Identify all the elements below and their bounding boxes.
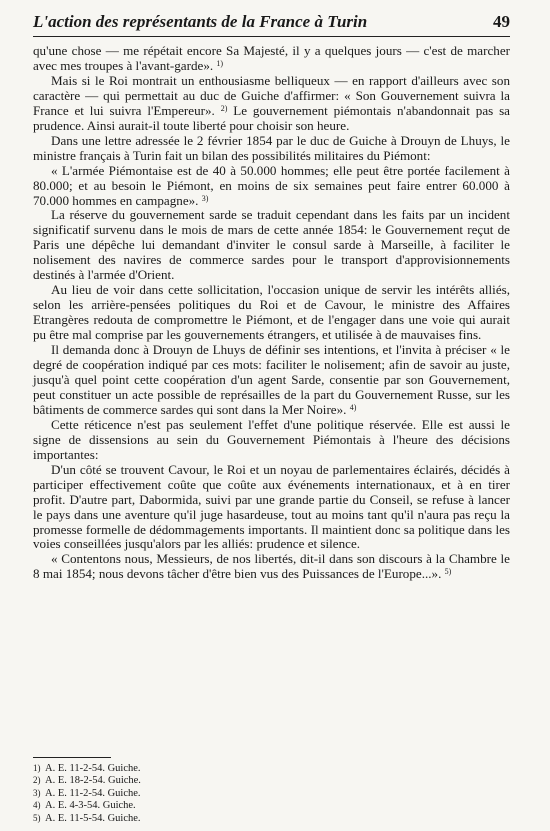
footnote-ref: 4) — [349, 402, 357, 412]
paragraph: D'un côté se trouvent Cavour, le Roi et un noyau de parlementaires éclairés, décidés à participer effectivement coûte que coûte aux événements internationaux, et à en tirer profit. D'autre part, Dabormida, suivi par une grande partie du Conseil, se refuse à lancer le pays dans une aventure qu'il juge hasardeuse, tout au moins tant qu'il n'aura pas reçu la promesse formelle de dédommagements importants. Il maintient donc sa politique dans les voies conseillées jusqu'alors par les alliés: prudence et silence. — [33, 461, 510, 552]
footnote-ref: 1) — [216, 58, 224, 68]
footnote: 2) A. E. 18-2-54. Guiche. — [33, 775, 141, 787]
header-rule — [33, 36, 510, 37]
paragraph: Mais si le Roi montrait un enthousiasme belliqueux — en rapport d'ailleurs avec son caractère — qui permettait au duc de Guiche d'affirmer: « Son Gouvernement suivra la France et lui suivra l'Empereur». $^{2)}$ Le gouvernement piémontais n'abandonnait pas sa prudence. Ainsi aurait-il toute liberté pour choisir son heure. — [33, 72, 510, 133]
footnote-ref: 3) — [201, 193, 209, 203]
footnote: 5) A. E. 11-5-54. Guiche. — [33, 812, 141, 824]
footnote-ref: 2) — [220, 103, 228, 113]
footnote: 4) A. E. 4-3-54. Guiche. — [33, 800, 136, 812]
footnotes — [33, 763, 141, 825]
footnote: 3) A. E. 11-2-54. Guiche. — [33, 787, 141, 799]
paragraph: qu'une chose — me répétait encore Sa Majesté, il y a quelques jours — c'est de marcher avec mes troupes à l'avant-garde». $^{1)}$ — [33, 43, 510, 73]
paragraph: La réserve du gouvernement sarde se traduit cependant dans les faits par un incident significatif survenu dans le mois de mars de cette année 1854: le Gouvernement reçut de Paris une dépêche lui demandant d'inviter le consul sarde à Marseille, à faciliter le nolisement des navires de commerce sardes pour le transport d'approvisionnements destinés à l'armée d'Orient. — [33, 207, 510, 283]
footnote: 1) A. E. 11-2-54. Guiche. — [33, 763, 141, 774]
running-head — [33, 12, 510, 32]
paragraph: Il demanda donc à Drouyn de Lhuys de définir ses intentions, et l'invita à préciser « le degré de coopération indiqué par ces mots: faciliter le nolisement; afin de savoir au juste, jusqu'à quel point cette coopération d'un agent Sarde, consentie par son Gouvernement, peut constituer un acte possible de représailles de la part du Gouvernement Russe, sur les bâtiments de commerce sardes qui sont dans la Mer Noire». $^{4)}$ — [33, 342, 510, 417]
running-title: L'action des représentants de la France à Turin — [33, 12, 368, 31]
quotation: « L'armée Piémontaise est de 40 à 50.000 hommes; elle peut être portée facilement à 80.000; et au besoin le Piémont, en moins de six semaines peut faire entrer 60.000 à 70.000 hommes en campagne». $^{3)}$ — [33, 162, 510, 208]
body-text — [33, 44, 510, 582]
footnote-ref: 5) — [444, 567, 452, 577]
page-number: 49 — [493, 12, 510, 31]
paragraph: Au lieu de voir dans cette sollicitation, l'occasion unique de servir les intérêts alliés, selon les arrière-pensées politiques du Roi et de Cavour, le ministre des Affaires Etrangères redouta de compromettre le Piémont, et de l'engager dans une voie qui aurait pu être mal comprise par les gouvernements étrangers, et utilisée à de mauvaises fins. — [33, 282, 510, 343]
paragraph: Dans une lettre adressée le 2 février 1854 par le duc de Guiche à Drouyn de Lhuys, le ministre français à Turin fait un bilan des possibilités militaires du Piémont: — [33, 132, 510, 163]
quotation: « Contentons nous, Messieurs, de nos libertés, dit-il dans son discours à la Chambre le 8 mai 1854; nous devons tâcher d'être bien vus des Puissances de l'Europe...». $^{5)}$ — [33, 551, 510, 582]
footnote-rule — [33, 757, 111, 758]
paragraph: Cette réticence n'est pas seulement l'effet d'une politique réservée. Elle est aussi le signe de dissensions au sein du Gouvernement Piémontais à l'heure des décisions importantes: — [33, 416, 510, 462]
